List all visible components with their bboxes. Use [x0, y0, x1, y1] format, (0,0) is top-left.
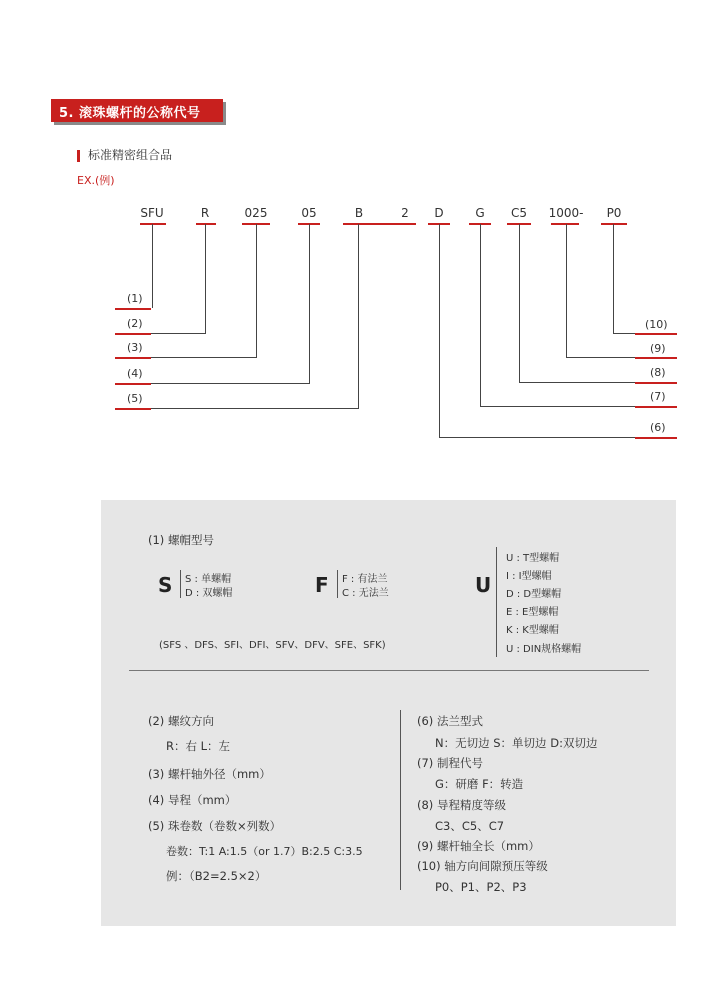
s-item: D : 双螺帽 [185, 588, 233, 599]
left-item: (5) 珠卷数（卷数×列数） [148, 819, 282, 833]
code-part-g: G [475, 206, 485, 220]
left-item: R：右 L：左 [166, 739, 231, 753]
code-part-p0: P0 [606, 206, 622, 220]
connector-7 [480, 224, 481, 407]
connector-5 [150, 408, 359, 409]
code-part-025: 025 [244, 206, 268, 220]
left-item: 例：（B2=2.5×2） [166, 869, 267, 883]
left-item: (2) 螺纹方向 [148, 714, 214, 728]
callout-9: (9) [650, 342, 666, 355]
callout-7: (7) [650, 390, 666, 403]
f-item: F : 有法兰 [342, 574, 388, 585]
right-item: C3、C5、C7 [435, 819, 505, 833]
connector-6 [439, 437, 635, 438]
right-item: G：研磨 F：转造 [435, 777, 524, 791]
left-item: (4) 导程（mm） [148, 793, 237, 807]
left-item: (3) 螺杆轴外径（mm） [148, 767, 271, 781]
right-item: (6) 法兰型式 [417, 714, 483, 728]
callout-underline [115, 408, 151, 410]
callout-5: (5) [127, 392, 143, 405]
s-item: S : 单螺帽 [185, 574, 232, 585]
connector-2 [150, 333, 206, 334]
f-letter: F [315, 573, 329, 597]
code-underline [343, 223, 416, 225]
callout-underline [115, 333, 151, 335]
callout-underline [115, 308, 151, 310]
connector-7 [480, 406, 635, 407]
subheading: 标准精密组合品 [88, 148, 173, 162]
left-item: 卷数：T:1 A:1.5（or 1.7）B:2.5 C:3.5 [166, 845, 363, 858]
connector-9 [566, 357, 635, 358]
connector-3 [150, 357, 257, 358]
connector-3 [256, 224, 257, 358]
connector-5 [358, 224, 359, 409]
callout-8: (8) [650, 366, 666, 379]
connector-4 [309, 224, 310, 384]
right-item: P0、P1、P2、P3 [435, 880, 527, 894]
u-item: D : D型螺帽 [506, 589, 562, 600]
callout-underline [635, 333, 677, 335]
right-item: (10) 轴方向间隙预压等级 [417, 859, 548, 873]
callout-underline [115, 383, 151, 385]
u-item: E : E型螺帽 [506, 607, 559, 618]
nut-type-title: (1) 螺帽型号 [148, 533, 214, 547]
callout-2: (2) [127, 317, 143, 330]
right-item: (7) 制程代号 [417, 756, 483, 770]
connector-9 [566, 224, 567, 358]
connector-10 [613, 224, 614, 334]
callout-underline [635, 357, 677, 359]
code-part-sfu: SFU [140, 206, 164, 220]
u-item: K : K型螺帽 [506, 625, 559, 636]
connector-1 [152, 224, 153, 308]
section-heading [51, 99, 223, 122]
legend-panel [101, 500, 676, 926]
right-item: N：无切边 S：单切边 D:双切边 [435, 736, 598, 750]
callout-4: (4) [127, 367, 143, 380]
connector-2 [205, 224, 206, 334]
u-item: I : I型螺帽 [506, 571, 552, 582]
column-divider [400, 710, 401, 890]
callout-underline [115, 357, 151, 359]
callout-10: (10) [645, 318, 668, 331]
panel-divider [129, 670, 649, 671]
connector-6 [439, 224, 440, 438]
code-part-05: 05 [301, 206, 317, 220]
series-list: (SFS 、DFS、SFI、DFI、SFV、DFV、SFE、SFK) [159, 640, 386, 651]
s-letter: S [158, 573, 173, 597]
callout-underline [635, 406, 677, 408]
u-item: U : T型螺帽 [506, 553, 560, 564]
code-part-c5: C5 [510, 206, 528, 220]
code-part-d: D [434, 206, 444, 220]
subheading-marker [77, 150, 80, 162]
section-heading-text: 5. 滚珠螺杆的公称代号 [59, 106, 201, 121]
callout-3: (3) [127, 341, 143, 354]
connector-10 [613, 333, 635, 334]
callout-underline [635, 382, 677, 384]
code-part-b: B [354, 206, 364, 220]
connector-8 [519, 382, 635, 383]
code-part-r: R [200, 206, 210, 220]
f-divider [337, 570, 338, 598]
code-part-1000: 1000- [548, 206, 584, 220]
u-divider [496, 547, 497, 657]
example-label: EX.(例) [77, 174, 115, 187]
code-part-2: 2 [401, 206, 409, 220]
right-item: (8) 导程精度等级 [417, 798, 506, 812]
connector-8 [519, 224, 520, 383]
callout-6: (6) [650, 421, 666, 434]
u-letter: U [475, 573, 492, 597]
code-underline [601, 223, 627, 225]
s-divider [180, 570, 181, 598]
code-underline [196, 223, 216, 225]
right-item: (9) 螺杆轴全长（mm） [417, 839, 540, 853]
f-item: C : 无法兰 [342, 588, 389, 599]
code-underline [551, 223, 579, 225]
callout-1: (1) [127, 292, 143, 305]
u-item: U : DIN规格螺帽 [506, 644, 582, 655]
code-underline [140, 223, 166, 225]
callout-underline [635, 437, 677, 439]
connector-4 [150, 383, 310, 384]
